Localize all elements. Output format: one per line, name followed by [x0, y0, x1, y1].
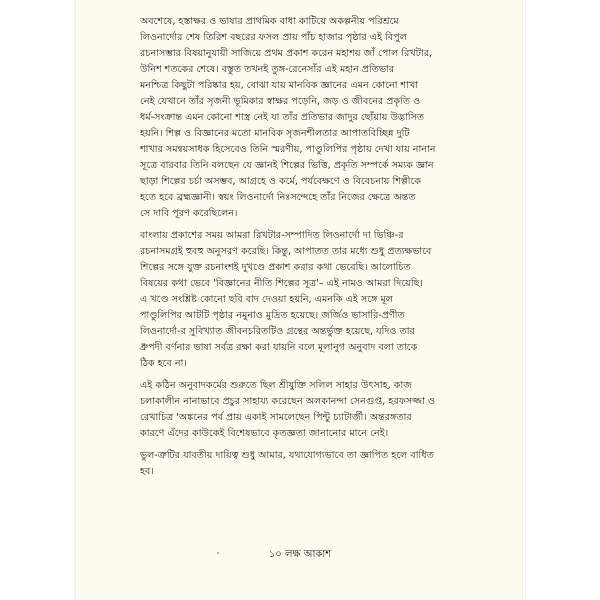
text-line: অবশেষে, হস্তাক্ষর ও ভাষার প্রাথমিক বাধা কাটিয়ে অকল্পনীয় পরিশ্রমে [140, 16, 399, 27]
text-line: ছাড়া শিল্পের চর্চা অসম্ভব, আগ্রহে ও কর্মে, পর্যবেক্ষণে ও বিবেচনায় শিল্পীকে [140, 176, 422, 187]
text-line: রচনাসম্ভার বিষয়ানুযায়ী সাজিয়ে প্রথম প্রকাশ করেন মহাশয় জাঁ পোল রিখটার, [140, 48, 433, 59]
text-line: লিওনার্দোর শেষ তিরিশ বছরের ফসল প্রায় পাঁচ হাজার পৃষ্ঠার এই বিপুল [140, 32, 407, 43]
text-line: শাখার সমন্বয়সাধক হিসেবেও তিনি স্মরণীয়, পাণ্ডুলিপির পৃষ্ঠায় দেখা যায় নানান [140, 144, 436, 155]
text-line: সে দাবি পূরণ করেছিলেন। [140, 208, 238, 219]
text-line: বাংলায় প্রকাশের সময় আমরা রিখটার-সম্পাদিত লিওনার্দো দা ভিঞ্চি-র [140, 230, 404, 241]
body-text [140, 14, 465, 480]
text-line: ঠিক হবে না। [140, 358, 187, 369]
text-line: হয়নি। শিল্প ও বিজ্ঞানের মতো মানবিক সৃজনশীলতার আপাতবিচ্ছিন্ন দুটি [140, 128, 410, 139]
text-line: ধ্রুপদী বর্ণনার ভাষা সর্বত্র রক্ষা করা যায়নি বলে মূলানুগ অনুবাদ বলা তাকে [140, 342, 418, 353]
text-line: উনিশ শতকের শেষে। বস্তুত তখনই তুঙ্গ-রেনেসাঁর এই মহান প্রতিভার [140, 64, 395, 75]
paragraph [140, 228, 465, 372]
text-line: বিষয়ের কথা ভেবে 'বিজ্ঞানের নীতি শিল্পের সূত্র'– এই নামও আমরা দিয়েছি। [140, 278, 423, 289]
text-line: মনশ্চিত্র কিছুটা পরিষ্কার হয়, বোঝা যায় মানবিক জ্ঞানের এমন কোনো শাখা [140, 80, 419, 91]
text-line: এই কঠিন অনুবাদকর্মের শুরুতে ছিল শ্রীযুক্তি সলিল সাহার উৎসাহ, কাজ [140, 380, 412, 391]
text-line: রচনাসমগ্রই হুবহু অনুসরণ করেছি। কিন্তু, আপাতত তার মধ্যে শুধু প্রত্যক্ষভাবে [140, 246, 432, 257]
text-line: কারণে এঁদের কাউকেই বিশেষভাবে কৃতজ্ঞতা জানানোর মানে নেই। [140, 428, 389, 439]
text-line: ধর্ম-সংক্রান্ত এমন কোনো শাস্ত্র নেই যা তাঁর প্রতিভার জাদুর ছোঁয়ায় উদ্ভাসিত [140, 112, 425, 123]
text-line: চলাকালীন নানাভাবে প্রচুর সাহায্য করেছেন অলকানন্দা সেনগুপ্ত, হরফসজ্জা ও [140, 396, 436, 407]
page-number: ১০ [268, 549, 282, 560]
text-line: শিল্পের সঙ্গে যুক্ত রচনাংশই দুখণ্ডে প্রকাশ করার কথা ভেবেছি। আলোচিত [140, 262, 411, 273]
text-line: সূত্রে বারবার তিনি বলছেন যে জ্ঞানই শিল্পের ভিত্তি, প্রকৃতি সম্পর্কে সম্যক জ্ঞান [140, 160, 434, 171]
text-line: নেই যেখানে তাঁর সৃজনী ভূমিকার স্বাক্ষর পড়েনি, জড় ও জীবনের প্রকৃতি ও [140, 96, 421, 107]
paragraph [140, 14, 465, 222]
text-line: রেখাচিত্র 'অঙ্কনের পর্ব প্রায় একাই সামলেছেন পিন্টু চ্যাটার্জী। অন্তরঙ্গতার [140, 412, 412, 423]
text-line: ভুল-ত্রুটির যাবতীয় দায়িত্ব শুধু আমার, যথাযোগ্যভাবে তা জ্ঞাপিত হলে বাধিত [140, 450, 434, 461]
text-line: হব। [140, 466, 154, 477]
text-line: হতে হবে ব্রহ্মজ্ঞানী। স্বয়ং লিওনার্দো নিঃসন্দেহে তাঁর নিজের ক্ষেত্রে অন্তত [140, 192, 416, 203]
book-title: লক্ষ আকাশ [284, 549, 332, 560]
paragraph [140, 448, 465, 480]
text-line: এ খণ্ডে সংশ্লিষ্ট কোনো ছবি বাদ দেওয়া হয়নি, এমনকি এই সঙ্গে মূল [140, 294, 393, 305]
text-line: লিওনার্দো-র সুবিখ্যাত জীবনচরিতটিও গ্রন্থের অন্তর্ভুক্ত হয়েছে, যদিও তার [140, 326, 415, 337]
page-footer [0, 547, 600, 564]
paragraph [140, 378, 465, 442]
text-line: পাণ্ডুলিপির আটটি পৃষ্ঠার নমুনাও মুদ্রিত হয়েছে। জর্জিও ভাসারি-প্রণীত [140, 310, 405, 321]
